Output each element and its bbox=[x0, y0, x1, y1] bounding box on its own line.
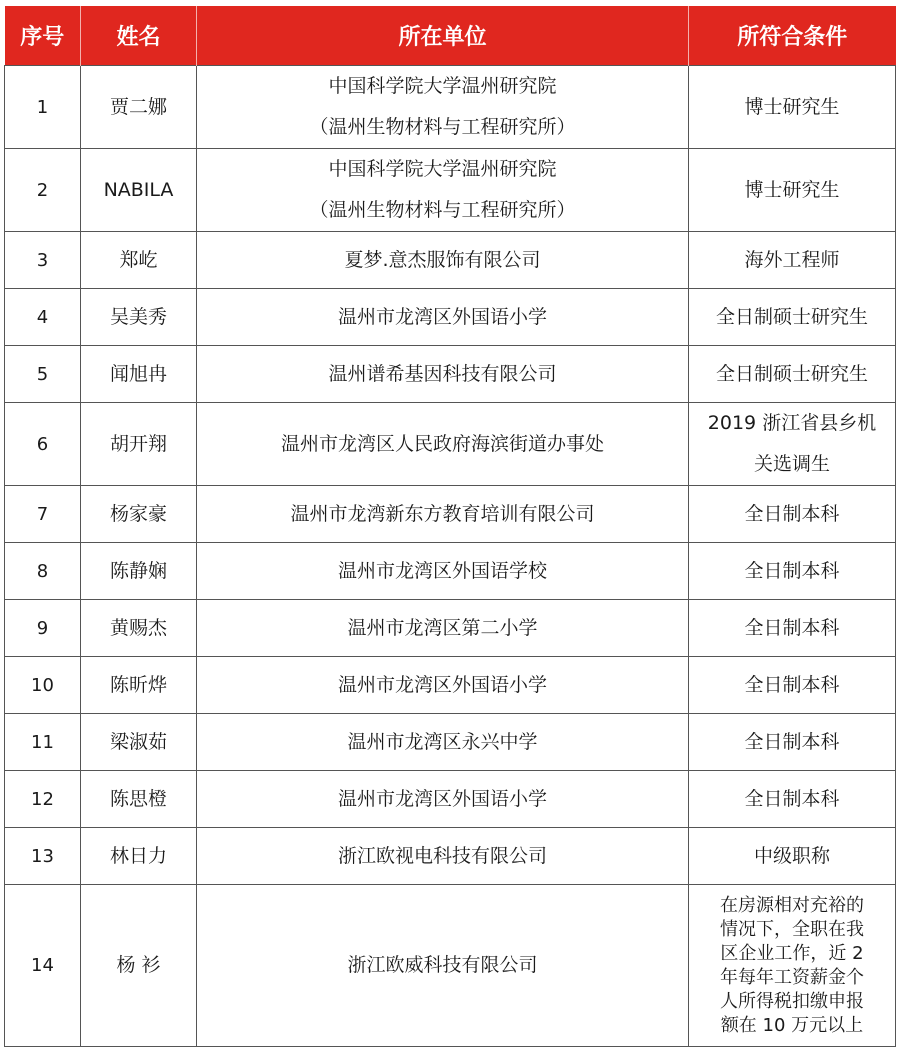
row-unit-line: 中国科学院大学温州研究院 bbox=[328, 75, 557, 97]
row-no: 9 bbox=[5, 600, 81, 657]
row-unit bbox=[197, 66, 689, 149]
table-row bbox=[5, 600, 896, 657]
table-row bbox=[5, 543, 896, 600]
row-name: 林日力 bbox=[81, 828, 197, 885]
row-name: 闻旭冉 bbox=[81, 346, 197, 403]
row-no: 7 bbox=[5, 486, 81, 543]
row-unit: 夏梦.意杰服饰有限公司 bbox=[197, 232, 689, 289]
row-unit: 温州市龙湾区外国语小学 bbox=[197, 289, 689, 346]
table-row bbox=[5, 66, 896, 149]
table-row bbox=[5, 346, 896, 403]
row-unit: 浙江欧威科技有限公司 bbox=[197, 885, 689, 1047]
row-condition: 博士研究生 bbox=[689, 149, 896, 232]
row-no: 11 bbox=[5, 714, 81, 771]
row-no: 8 bbox=[5, 543, 81, 600]
row-name: 黄赐杰 bbox=[81, 600, 197, 657]
row-no: 4 bbox=[5, 289, 81, 346]
row-unit-line: （温州生物材料与工程研究所） bbox=[309, 116, 576, 138]
row-condition: 博士研究生 bbox=[689, 66, 896, 149]
table-row bbox=[5, 486, 896, 543]
row-no: 6 bbox=[5, 403, 81, 486]
row-condition: 全日制硕士研究生 bbox=[689, 289, 896, 346]
row-no: 13 bbox=[5, 828, 81, 885]
table-row bbox=[5, 657, 896, 714]
row-unit: 温州市龙湾新东方教育培训有限公司 bbox=[197, 486, 689, 543]
row-no: 14 bbox=[5, 885, 81, 1047]
row-unit: 温州市龙湾区永兴中学 bbox=[197, 714, 689, 771]
header-unit: 所在单位 bbox=[197, 6, 689, 66]
row-no: 10 bbox=[5, 657, 81, 714]
table-row bbox=[5, 771, 896, 828]
row-unit: 温州谱希基因科技有限公司 bbox=[197, 346, 689, 403]
row-condition-line: 人所得税扣缴申报 bbox=[720, 990, 864, 1012]
row-condition-line: 年每年工资薪金个 bbox=[720, 966, 864, 988]
row-name: 胡开翔 bbox=[81, 403, 197, 486]
row-condition: 全日制本科 bbox=[689, 771, 896, 828]
row-name: 陈思橙 bbox=[81, 771, 197, 828]
row-condition: 全日制本科 bbox=[689, 600, 896, 657]
row-condition-line: 关选调生 bbox=[753, 453, 830, 475]
row-condition: 全日制本科 bbox=[689, 486, 896, 543]
row-no: 3 bbox=[5, 232, 81, 289]
row-name: 郑屹 bbox=[81, 232, 197, 289]
row-condition-line: 在房源相对充裕的 bbox=[720, 894, 864, 916]
row-unit: 温州市龙湾区人民政府海滨街道办事处 bbox=[197, 403, 689, 486]
row-no: 2 bbox=[5, 149, 81, 232]
header-row bbox=[5, 6, 896, 66]
row-unit: 温州市龙湾区外国语小学 bbox=[197, 771, 689, 828]
table-row bbox=[5, 885, 896, 1047]
row-unit-line: （温州生物材料与工程研究所） bbox=[309, 199, 576, 221]
row-condition bbox=[689, 403, 896, 486]
row-unit: 浙江欧视电科技有限公司 bbox=[197, 828, 689, 885]
row-unit: 温州市龙湾区第二小学 bbox=[197, 600, 689, 657]
table-row bbox=[5, 289, 896, 346]
row-condition-line: 情况下，全职在我 bbox=[720, 918, 864, 940]
row-name: 吴美秀 bbox=[81, 289, 197, 346]
row-name: 梁淑茹 bbox=[81, 714, 197, 771]
row-condition bbox=[689, 885, 896, 1047]
row-no: 5 bbox=[5, 346, 81, 403]
header-condition: 所符合条件 bbox=[689, 6, 896, 66]
row-name: 陈静娴 bbox=[81, 543, 197, 600]
table-row bbox=[5, 714, 896, 771]
row-name: 贾二娜 bbox=[81, 66, 197, 149]
row-condition-line: 2019 浙江省县乡机 bbox=[707, 412, 877, 434]
row-name: 杨家豪 bbox=[81, 486, 197, 543]
row-condition: 全日制本科 bbox=[689, 714, 896, 771]
row-name: 杨 衫 bbox=[81, 885, 197, 1047]
row-name: 陈昕烨 bbox=[81, 657, 197, 714]
row-unit bbox=[197, 149, 689, 232]
row-name: NABILA bbox=[81, 149, 197, 232]
row-condition-line: 区企业工作，近 2 bbox=[720, 942, 864, 964]
row-condition: 全日制本科 bbox=[689, 543, 896, 600]
table-row bbox=[5, 403, 896, 486]
row-no: 12 bbox=[5, 771, 81, 828]
row-condition: 全日制本科 bbox=[689, 657, 896, 714]
table-row bbox=[5, 828, 896, 885]
table-row bbox=[5, 232, 896, 289]
row-unit: 温州市龙湾区外国语小学 bbox=[197, 657, 689, 714]
table-row bbox=[5, 149, 896, 232]
row-condition: 中级职称 bbox=[689, 828, 896, 885]
row-condition: 全日制硕士研究生 bbox=[689, 346, 896, 403]
header-name: 姓名 bbox=[81, 6, 197, 66]
row-condition: 海外工程师 bbox=[689, 232, 896, 289]
header-no: 序号 bbox=[5, 6, 81, 66]
talent-list-table bbox=[4, 6, 896, 1047]
row-condition-line: 额在 10 万元以上 bbox=[720, 1014, 864, 1036]
row-unit: 温州市龙湾区外国语学校 bbox=[197, 543, 689, 600]
row-no: 1 bbox=[5, 66, 81, 149]
row-unit-line: 中国科学院大学温州研究院 bbox=[328, 158, 557, 180]
